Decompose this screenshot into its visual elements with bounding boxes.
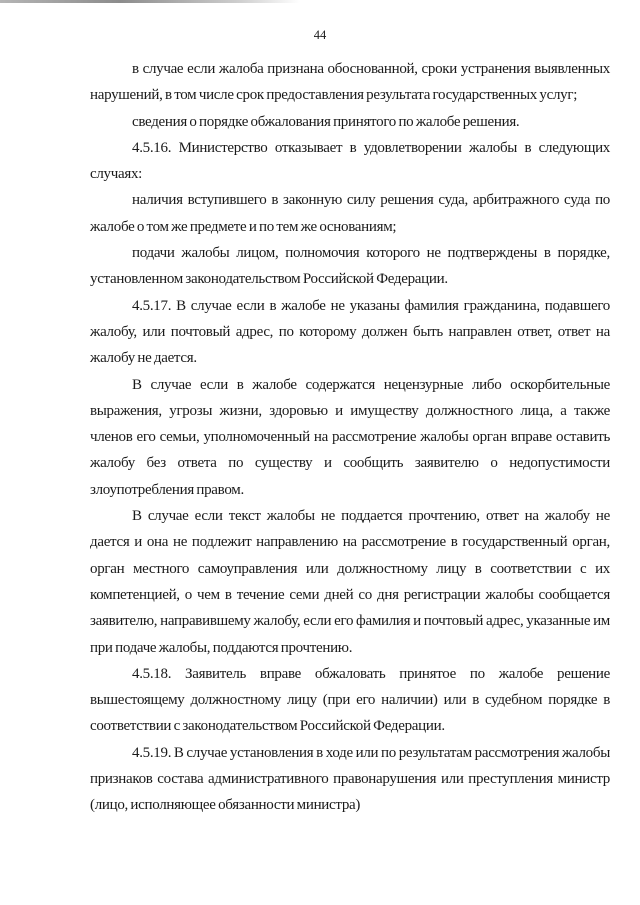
paragraph-5: подачи жалобы лицом, полномочия которого не подтверждены в порядке, установленном законодательством Российской Федерации. (90, 245, 610, 288)
paragraph-3: 4.5.16. Министерство отказывает в удовлетворении жалобы в следующих случаях: (90, 139, 610, 183)
paragraph-1: в случае если жалоба признана обоснованной, сроки устранения выявленных нарушений, в том числе срок предоставления результата государственных услуг; (90, 61, 610, 104)
paragraph-7: В случае если в жалобе содержатся нецензурные либо оскорбительные выражения, угрозы жизни, здоровью и имуществу должностного лица, а также членов его семьи, уполномоченный на рассмотрение жалобы орган вправе оставить жалобу без ответа по существу и сообщить заявителю о недопустимости злоупотребления правом. (90, 376, 610, 498)
paragraph-10: 4.5.19. В случае установления в ходе или по результатам рассмотрения жалобы признаков состава административного правонарушения или преступления министр (лицо, исполняющее обязанности министра) (90, 744, 610, 814)
paragraph-6: 4.5.17. В случае если в жалобе не указаны фамилия гражданина, подавшего жалобу, или почтовый адрес, по которому должен быть направлен ответ, ответ на жалобу не дается. (90, 297, 610, 367)
paragraph-9: 4.5.18. Заявитель вправе обжаловать принятое по жалобе решение вышестоящему должностному лицу (при его наличии) или в судебном порядке в соответствии с законодательством Российской Федерации. (90, 665, 610, 735)
paragraph-4: наличия вступившего в законную силу решения суда, арбитражного суда по жалобе о том же предмете и по тем же основаниям; (90, 192, 610, 235)
document-body (90, 56, 610, 819)
scan-edge (0, 0, 300, 3)
page-number: 44 (313, 28, 327, 42)
paragraph-2: сведения о порядке обжалования принятого по жалобе решения. (132, 113, 520, 130)
paragraph-8: В случае если текст жалобы не поддается прочтению, ответ на жалобу не дается и она не подлежит направлению на рассмотрение в государственный орган, орган местного самоуправления или должностному лицу в соответствии с их компетенцией, о чем в течение семи дней со дня регистрации жалобы сообщается заявителю, направившему жалобу, если его фамилия и почтовый адрес, указанные им при подаче жалобы, поддаются прочтению. (90, 508, 610, 656)
